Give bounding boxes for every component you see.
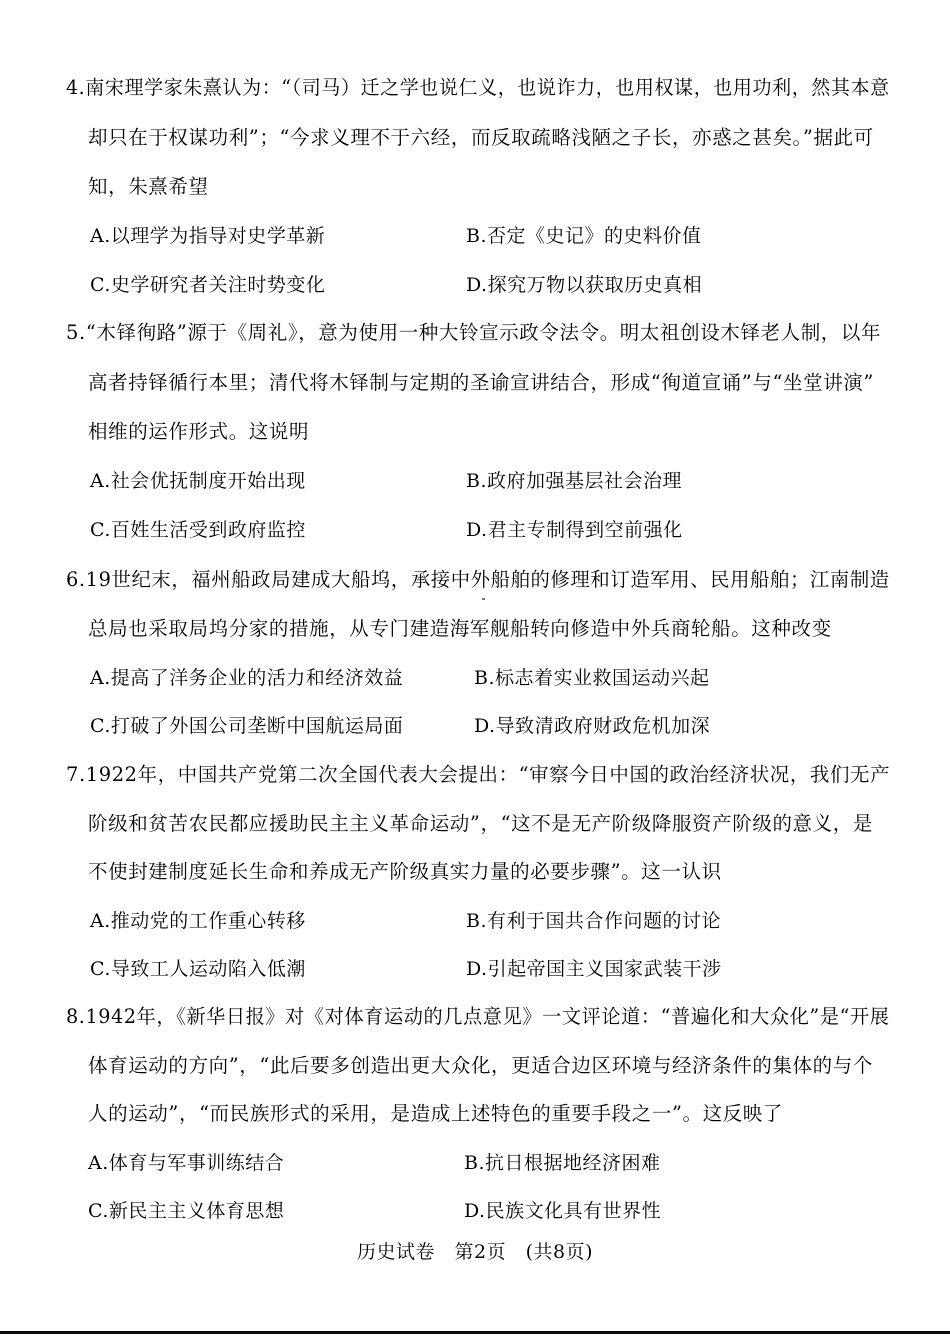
question-6-option-a: A.提高了洋务企业的活力和经济效益 (90, 667, 404, 689)
question-6-stem-line-1: 6.19世纪末，福州船政局建成大船坞，承接中外船舶的修理和订造军用、民用船舶；江南制造 (66, 568, 890, 591)
page-footer: 历史试卷 第2页 (共8页) (356, 1241, 593, 1263)
question-8-stem-line-3: 人的运动”，“而民族形式的采用，是造成上述特色的重要手段之一”。这反映了 (88, 1102, 784, 1125)
question-7-option-d: D.引起帝国主义国家武装干涉 (466, 958, 722, 980)
question-6-stem-line-2: 总局也采取局坞分家的措施，从专门建造海军舰船转向修造中外兵商轮船。这种改变 (88, 617, 832, 640)
question-5-option-d: D.君主专制得到空前强化 (466, 519, 683, 541)
question-8-stem-line-2: 体育运动的方向”，“此后要多创造出更大众化，更适合边区环境与经济条件的集体的与个 (88, 1054, 873, 1077)
question-7-stem-line-3: 不使封建制度延长生命和养成无产阶级真实力量的必要步骤”。这一认识 (88, 860, 722, 883)
question-8-option-c: C.新民主主义体育思想 (88, 1200, 285, 1222)
question-6-option-c: C.打破了外国公司垄断中国航运局面 (90, 715, 404, 737)
question-6-option-b: B.标志着实业救国运动兴起 (474, 667, 710, 689)
question-4-stem-line-2: 却只在于权谋功利”；“今求义理不于六经，而反取疏略浅陋之子长，亦惑之甚矣。”据此可 (88, 126, 874, 149)
question-6-option-d: D.导致清政府财政危机加深 (474, 715, 711, 737)
scan-speck (482, 598, 485, 600)
question-5-option-b: B.政府加强基层社会治理 (466, 470, 683, 492)
question-5-option-c: C.百姓生活受到政府监控 (90, 519, 306, 541)
question-7-stem-line-2: 阶级和贫苦农民都应援助民主主义革命运动”，“这不是无产阶级降服资产阶级的意义，是 (88, 812, 873, 835)
question-7-option-b: B.有利于国共合作问题的讨论 (466, 910, 722, 932)
question-5-option-a: A.社会优抚制度开始出现 (90, 470, 306, 492)
question-4-stem-line-3: 知，朱熹希望 (88, 175, 209, 198)
question-8-option-d: D.民族文化具有世界性 (464, 1200, 662, 1222)
scan-bottom-edge (0, 1331, 950, 1334)
question-7-stem-line-1: 7.1922年，中国共产党第二次全国代表大会提出：“审察今日中国的政治经济状况，我们无产 (66, 763, 891, 786)
question-4-stem-line-1: 4.南宋理学家朱熹认为：“（司马）迁之学也说仁义，也说诈力，也用权谋，也用功利，然其本意 (66, 76, 890, 99)
question-5-stem-line-3: 相维的运作形式。这说明 (88, 420, 310, 443)
question-8-option-a: A.体育与军事训练结合 (88, 1152, 285, 1174)
question-4-option-c: C.史学研究者关注时势变化 (90, 274, 326, 296)
question-4-option-a: A.以理学为指导对史学革新 (90, 225, 326, 247)
question-8-stem-line-1: 8.1942年，《新华日报》对《对体育运动的几点意见》一文评论道：“普遍化和大众化”是“开展 (66, 1005, 890, 1028)
question-7-option-c: C.导致工人运动陷入低潮 (90, 958, 306, 980)
question-5-stem-line-1: 5.“木铎徇路”源于《周礼》，意为使用一种大铃宣示政令法令。明太祖创设木铎老人制，以年 (66, 321, 882, 344)
question-4-option-b: B.否定《史记》的史料价值 (466, 225, 702, 247)
question-7-option-a: A.推动党的工作重心转移 (90, 910, 306, 932)
question-4-option-d: D.探究万物以获取历史真相 (466, 274, 703, 296)
question-8-option-b: B.抗日根据地经济困难 (464, 1152, 661, 1174)
question-5-stem-line-2: 高者持铎循行本里；清代将木铎制与定期的圣谕宣讲结合，形成“徇道宣诵”与“坐堂讲演” (88, 371, 874, 394)
